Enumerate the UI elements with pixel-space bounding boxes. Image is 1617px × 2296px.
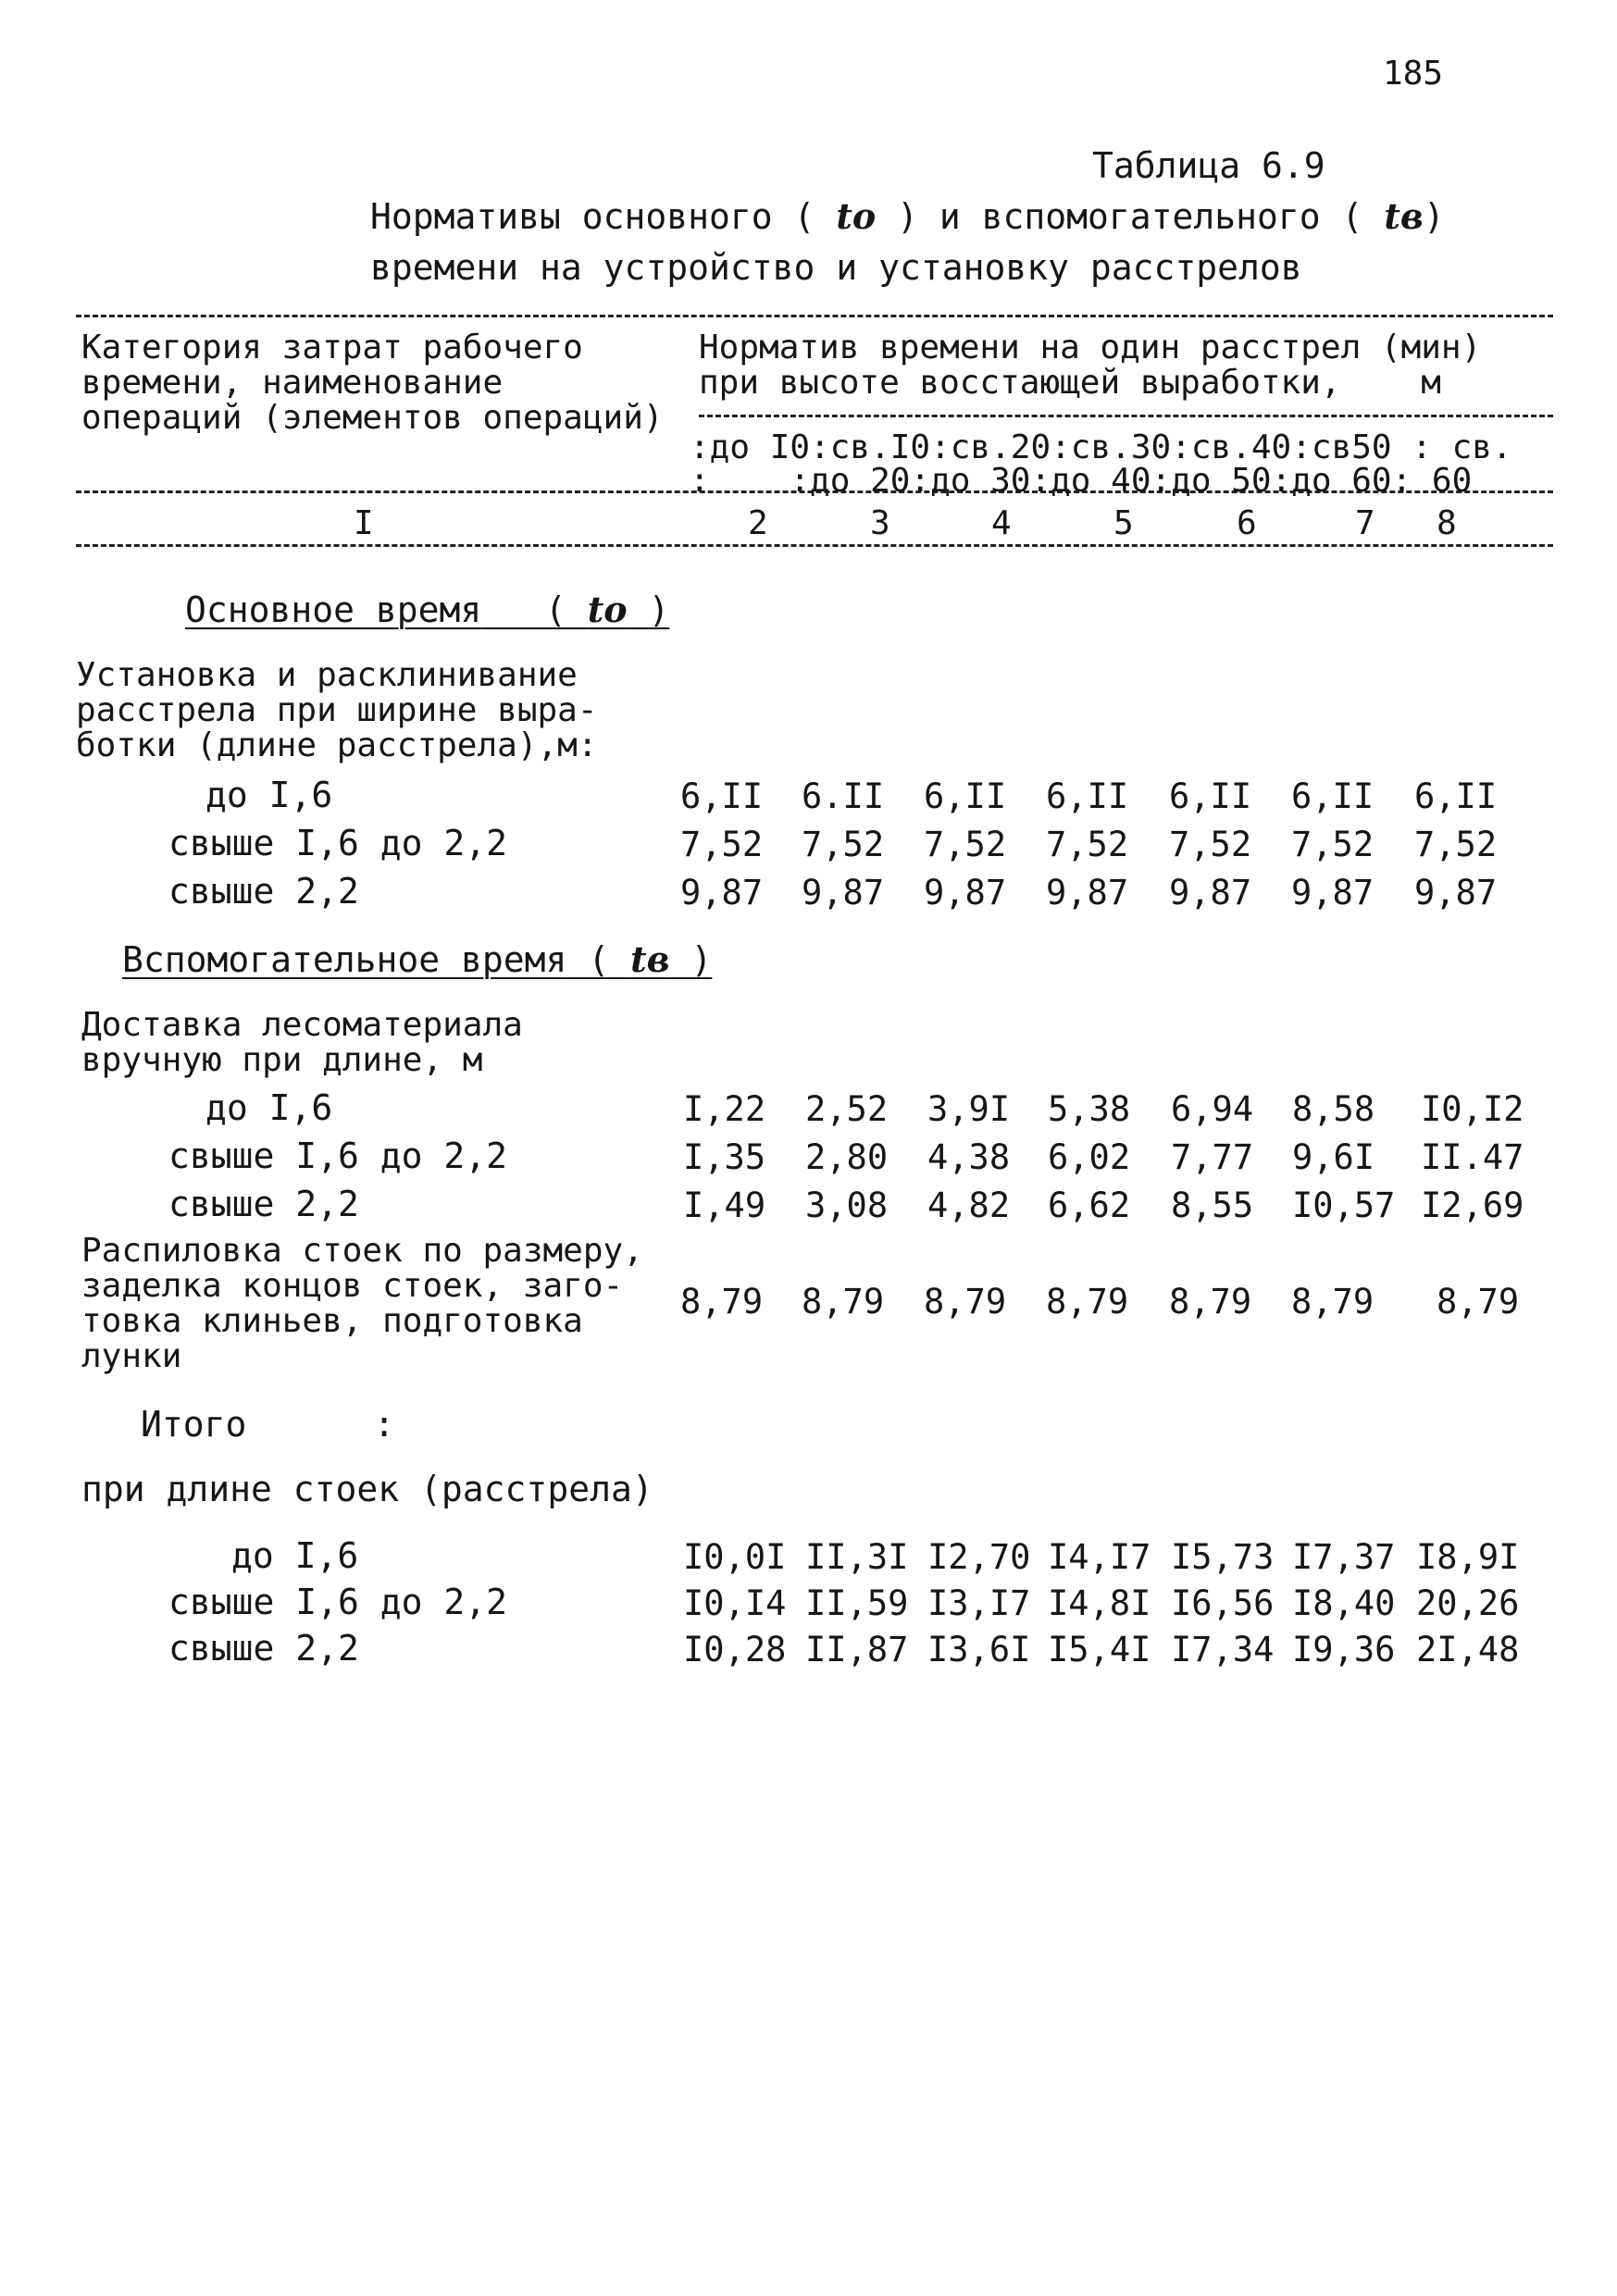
main-r2-c7: 7,52 [1291, 825, 1374, 864]
total-row-1-label: до I,6 [231, 1535, 359, 1576]
main-r3-c4: 9,87 [924, 873, 1007, 912]
total-r2-c6: I6,56 [1171, 1583, 1275, 1623]
main-r1-c6: 6,II [1169, 776, 1252, 816]
total-r2-c4: I3,I7 [927, 1583, 1031, 1623]
col-number-5: 5 [1113, 504, 1134, 542]
main-r3-c6: 9,87 [1169, 873, 1252, 912]
main-r2-c6: 7,52 [1169, 825, 1252, 864]
main-operation-line2: расстрела при ширине выра- [76, 691, 598, 729]
total-r2-c8: 20,26 [1416, 1583, 1520, 1623]
col-number-2: 2 [748, 504, 768, 542]
total-title: Итого : [141, 1404, 395, 1445]
aux-r3-c8: I2,69 [1421, 1185, 1524, 1225]
col-number-3: 3 [870, 504, 890, 542]
main-r3-c2: 9,87 [680, 873, 764, 912]
aux-r3-c6: 8,55 [1171, 1185, 1254, 1225]
main-r1-c3: 6.II [802, 776, 885, 816]
aux-r1-c8: I0,I2 [1421, 1089, 1524, 1129]
aux-r2-c6: 7,77 [1171, 1137, 1254, 1177]
aux-r1-c5: 5,38 [1048, 1089, 1131, 1129]
total-r3-c8: 2I,48 [1416, 1630, 1520, 1669]
aux-op2-c8: 8,79 [1437, 1282, 1520, 1322]
main-row-3-label: свыше 2,2 [168, 871, 359, 912]
aux-operation2-line2: заделка концов стоек, заго- [81, 1267, 624, 1305]
header-rule-top [76, 315, 1553, 317]
total-r3-c7: I9,36 [1292, 1630, 1396, 1669]
aux-r1-c3: 2,52 [805, 1089, 889, 1129]
aux-op2-c3: 8,79 [802, 1282, 885, 1322]
main-r3-c7: 9,87 [1291, 873, 1374, 912]
main-r2-c2: 7,52 [680, 825, 764, 864]
header-col1-line3: операций (элементов операций) [81, 399, 664, 437]
total-r1-c6: I5,73 [1171, 1537, 1275, 1577]
main-operation-line3: ботки (длине расстрела),м: [76, 726, 598, 764]
main-r1-c8: 6,II [1414, 776, 1498, 816]
col-number-1: I [354, 504, 374, 542]
aux-r3-c4: 4,82 [927, 1185, 1011, 1225]
aux-op2-c6: 8,79 [1169, 1282, 1252, 1322]
aux-r1-c6: 6,94 [1171, 1089, 1254, 1129]
header-col1-line2: времени, наименование [81, 364, 504, 402]
section-main-title: Основное время ( tо ) [185, 589, 670, 630]
header-norm-line1: Норматив времени на один расстрел (мин) [699, 329, 1482, 366]
main-r2-c4: 7,52 [924, 825, 1007, 864]
aux-operation2-line3: товка клиньев, подготовка [81, 1302, 583, 1340]
total-r3-c3: II,87 [805, 1630, 909, 1669]
aux-r3-c5: 6,62 [1048, 1185, 1131, 1225]
total-r1-c5: I4,I7 [1048, 1537, 1151, 1577]
col-number-6: 6 [1237, 504, 1257, 542]
total-r3-c5: I5,4I [1048, 1630, 1151, 1669]
aux-r2-c2: I,35 [683, 1137, 766, 1177]
table-title-line1 [370, 195, 1445, 237]
section-main-symbol: tо [587, 589, 628, 630]
aux-row-1-label: до I,6 [205, 1087, 333, 1128]
aux-r3-c3: 3,08 [805, 1185, 889, 1225]
title-part3: ) [1423, 196, 1445, 237]
col-number-7: 7 [1355, 504, 1375, 542]
total-r3-c2: I0,28 [683, 1630, 787, 1669]
header-col1-line1: Категория затрат рабочего [81, 329, 583, 366]
main-r1-c7: 6,II [1291, 776, 1374, 816]
total-r1-c8: I8,9I [1416, 1537, 1520, 1577]
col-number-4: 4 [991, 504, 1012, 542]
col-number-8: 8 [1437, 504, 1457, 542]
main-r3-c5: 9,87 [1046, 873, 1129, 912]
total-r2-c5: I4,8I [1048, 1583, 1151, 1623]
aux-r2-c4: 4,38 [927, 1137, 1011, 1177]
page-number: 185 [1383, 55, 1444, 93]
total-row-3-label: свыше 2,2 [168, 1628, 359, 1669]
header-ranges-line1: :до I0:св.I0:св.20:св.30:св.40:св50 : св. [690, 428, 1512, 466]
aux-r3-c7: I0,57 [1292, 1185, 1396, 1225]
total-r1-c4: I2,70 [927, 1537, 1031, 1577]
aux-op2-c2: 8,79 [680, 1282, 764, 1322]
aux-row-3-label: свыше 2,2 [168, 1184, 359, 1224]
aux-op2-c7: 8,79 [1291, 1282, 1374, 1322]
main-r3-c3: 9,87 [802, 873, 885, 912]
total-row-2-label: свыше I,6 до 2,2 [168, 1582, 508, 1622]
aux-r2-c7: 9,6I [1292, 1137, 1375, 1177]
section-aux-title-text: Вспомогательное время [122, 939, 567, 980]
header-rule-mid [699, 415, 1553, 417]
title-part2: ) и вспомогательного ( [897, 196, 1363, 237]
section-main-title-text: Основное время [185, 590, 482, 630]
table-title-line2: времени на устройство и установку расстрелов [370, 247, 1302, 288]
main-r2-c3: 7,52 [802, 825, 885, 864]
aux-op2-c4: 8,79 [924, 1282, 1007, 1322]
header-ranges-line2: : :до 20:до 30:до 40:до 50:до 60: 60 [690, 462, 1473, 500]
main-r1-c2: 6,II [680, 776, 764, 816]
total-r2-c3: II,59 [805, 1583, 909, 1623]
aux-operation2-line4: лунки [81, 1337, 182, 1375]
t-v-symbol: tв [1384, 195, 1424, 237]
aux-r2-c3: 2,80 [805, 1137, 889, 1177]
total-r1-c3: II,3I [805, 1537, 909, 1577]
main-r2-c5: 7,52 [1046, 825, 1129, 864]
aux-r1-c7: 8,58 [1292, 1089, 1375, 1129]
total-r1-c7: I7,37 [1292, 1537, 1396, 1577]
title-part1: Нормативы основного ( [370, 196, 815, 237]
aux-operation2-line1: Распиловка стоек по размеру, [81, 1232, 643, 1270]
aux-r2-c8: II.47 [1421, 1137, 1524, 1177]
header-norm-line2: при высоте восстающей выработки, м [699, 364, 1441, 402]
total-r1-c2: I0,0I [683, 1537, 787, 1577]
main-r3-c8: 9,87 [1414, 873, 1498, 912]
aux-row-2-label: свыше I,6 до 2,2 [168, 1136, 508, 1176]
main-r1-c4: 6,II [924, 776, 1007, 816]
aux-r1-c4: 3,9I [927, 1089, 1011, 1129]
section-aux-symbol: tв [630, 938, 670, 980]
total-r2-c2: I0,I4 [683, 1583, 787, 1623]
main-row-1-label: до I,6 [205, 775, 333, 815]
aux-r2-c5: 6,02 [1048, 1137, 1131, 1177]
total-subtitle: при длине стоек (расстрела) [81, 1469, 653, 1509]
t-o-symbol: tо [836, 195, 877, 237]
aux-operation1-line1: Доставка лесоматериала [81, 1006, 523, 1044]
table-label: Таблица 6.9 [1092, 145, 1325, 186]
header-rule-bottom [76, 544, 1553, 547]
total-r3-c4: I3,6I [927, 1630, 1031, 1669]
total-r3-c6: I7,34 [1171, 1630, 1275, 1669]
main-operation-line1: Установка и расклинивание [76, 656, 578, 694]
main-row-2-label: свыше I,6 до 2,2 [168, 823, 508, 863]
aux-operation1-line2: вручную при длине, м [81, 1041, 483, 1079]
main-r1-c5: 6,II [1046, 776, 1129, 816]
aux-r1-c2: I,22 [683, 1089, 766, 1129]
total-r2-c7: I8,40 [1292, 1583, 1396, 1623]
aux-r3-c2: I,49 [683, 1185, 766, 1225]
main-r2-c8: 7,52 [1414, 825, 1498, 864]
section-aux-title: Вспомогательное время ( tв ) [122, 938, 713, 980]
aux-op2-c5: 8,79 [1046, 1282, 1129, 1322]
